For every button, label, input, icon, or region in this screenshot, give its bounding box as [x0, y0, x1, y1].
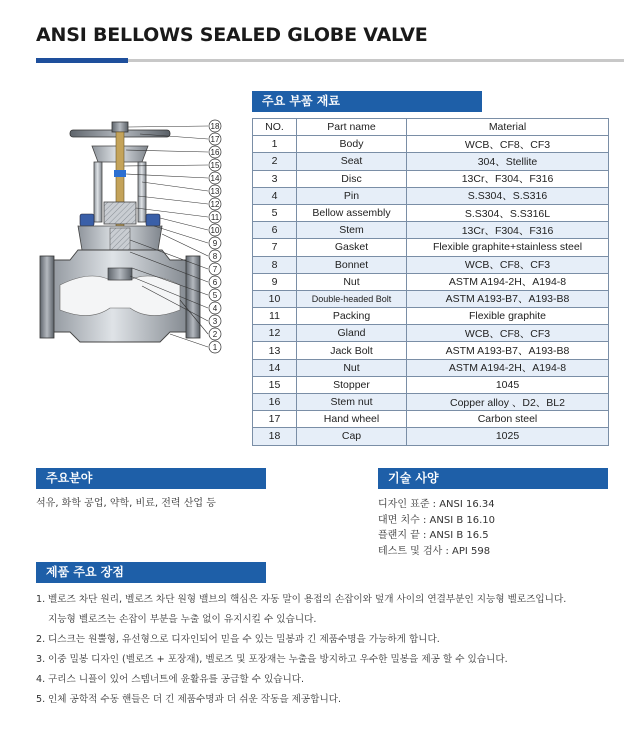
callout-number: 18: [210, 122, 220, 131]
callout-marker: [209, 133, 221, 145]
cell-part-name: Disc: [297, 170, 407, 187]
table-row: [253, 325, 609, 342]
advantage-item-continuation: 지능형 벨로즈는 손잡이 부분을 누출 없이 유지시킬 수 있습니다.: [48, 614, 317, 625]
callout-number: 13: [210, 187, 220, 196]
callout-number: 10: [210, 226, 220, 235]
cell-material: 1045: [407, 376, 609, 393]
callout-number: 2: [212, 330, 218, 339]
column-header-no: NO.: [253, 119, 297, 136]
advantage-item: 3. 이중 밀봉 디자인 (벨로즈 + 포장재), 벨로즈 및 포장재는 누출을 방지하고 우수한 밀봉을 제공 할 수 있습니다.: [36, 654, 508, 665]
callout-marker: [209, 315, 221, 327]
cell-material: 13Cr、F304、F316: [407, 170, 609, 187]
table-row: [253, 376, 609, 393]
spec-item: 플랜지 끝 : ANSI B 16.5: [378, 530, 489, 541]
cell-no: 11: [253, 308, 297, 325]
callout-number: 8: [212, 252, 218, 261]
column-header-material: Material: [407, 119, 609, 136]
callout-marker: [209, 224, 221, 236]
callout-marker: [209, 185, 221, 197]
cell-no: 16: [253, 394, 297, 411]
cell-part-name: Gasket: [297, 239, 407, 256]
callout-marker: [209, 198, 221, 210]
callout-marker: [209, 146, 221, 158]
callout-marker: [209, 263, 221, 275]
cell-material: WCB、CF8、CF3: [407, 325, 609, 342]
advantage-item: 4. 구리스 니플이 있어 스템너트에 윤활유를 공급할 수 있습니다.: [36, 674, 305, 685]
cell-material: WCB、CF8、CF3: [407, 256, 609, 273]
cell-material: S.S304、S.S316: [407, 187, 609, 204]
cell-material: WCB、CF8、CF3: [407, 136, 609, 153]
advantage-item: 2. 디스크는 원뿔형, 유선형으로 디자인되어 믿을 수 있는 밀봉과 긴 제품수명을 가능하게 합니다.: [36, 634, 440, 645]
spec-list: [378, 497, 495, 559]
cell-no: 14: [253, 359, 297, 376]
table-row: [253, 394, 609, 411]
table-row: [253, 308, 609, 325]
callout-marker: [209, 120, 221, 132]
cell-material: ASTM A194-2H、A194-8: [407, 359, 609, 376]
title-underline-accent: [36, 58, 128, 63]
table-row: [253, 359, 609, 376]
cell-part-name: Stopper: [297, 376, 407, 393]
application-text: 석유, 화학 공업, 약학, 비료, 전력 산업 등: [36, 498, 216, 509]
callout-marker: [209, 211, 221, 223]
callout-number: 16: [210, 148, 220, 157]
table-row: [253, 204, 609, 221]
cell-no: 15: [253, 376, 297, 393]
cell-material: 304、Stellite: [407, 153, 609, 170]
cell-no: 7: [253, 239, 297, 256]
table-row: [253, 411, 609, 428]
cell-part-name: Nut: [297, 273, 407, 290]
cell-part-name: Body: [297, 136, 407, 153]
spec-item: 대면 치수 : ANSI B 16.10: [378, 514, 496, 526]
advantage-item: 5. 인체 공학적 수동 핸들은 더 긴 제품수명과 더 쉬운 작동을 제공합니다.: [36, 694, 342, 705]
table-header-row: [253, 119, 609, 136]
advantages-section-heading: 제품 주요 장점: [36, 562, 266, 583]
table-row: [253, 136, 609, 153]
cell-part-name: Stem: [297, 222, 407, 239]
spec-item: 디자인 표준 : ANSI 16.34: [378, 499, 495, 510]
table-row: [253, 428, 609, 445]
cell-no: 9: [253, 273, 297, 290]
cell-material: S.S304、S.S316L: [407, 204, 609, 221]
cell-material: Carbon steel: [407, 411, 609, 428]
cell-part-name: Hand wheel: [297, 411, 407, 428]
cell-part-name: Nut: [297, 359, 407, 376]
valve-cross-section-diagram: [30, 110, 240, 360]
table-row: [253, 222, 609, 239]
spec-item: 테스트 및 검사 : API 598: [378, 545, 491, 557]
callout-number: 15: [210, 161, 220, 170]
callout-marker: [209, 276, 221, 288]
callout-marker: [209, 250, 221, 262]
cell-material: Flexible graphite: [407, 308, 609, 325]
cell-no: 1: [253, 136, 297, 153]
callout-marker: [209, 302, 221, 314]
cell-material: 13Cr、F304、F316: [407, 222, 609, 239]
cell-part-name: Stem nut: [297, 394, 407, 411]
advantages-list: [36, 590, 626, 710]
table-row: [253, 239, 609, 256]
table-row: [253, 187, 609, 204]
cell-no: 4: [253, 187, 297, 204]
column-header-part-name: Part name: [297, 119, 407, 136]
table-row: [253, 342, 609, 359]
parts-material-table: [252, 118, 609, 446]
callout-number: 5: [212, 291, 218, 300]
cell-part-name: Bonnet: [297, 256, 407, 273]
cell-material: ASTM A193-B7、A193-B8: [407, 290, 609, 307]
cell-no: 13: [253, 342, 297, 359]
cell-part-name: Packing: [297, 308, 407, 325]
callout-marker: [209, 159, 221, 171]
parts-section-heading: 주요 부품 재료: [252, 91, 482, 112]
cell-material: Copper alloy 、D2、BL2: [407, 394, 609, 411]
callout-marker: [209, 237, 221, 249]
callout-number: 3: [212, 317, 218, 326]
cell-part-name: Gland: [297, 325, 407, 342]
table-row: [253, 273, 609, 290]
cell-part-name: Cap: [297, 428, 407, 445]
cell-no: 6: [253, 222, 297, 239]
cell-no: 10: [253, 290, 297, 307]
cell-part-name: Seat: [297, 153, 407, 170]
cell-part-name: Double-headed Bolt: [297, 290, 407, 307]
cell-part-name: Bellow assembly: [297, 204, 407, 221]
callout-number: 4: [212, 304, 218, 313]
callout-marker: [209, 172, 221, 184]
cell-part-name: Jack Bolt: [297, 342, 407, 359]
cell-material: ASTM A194-2H、A194-8: [407, 273, 609, 290]
cell-no: 12: [253, 325, 297, 342]
table-row: [253, 256, 609, 273]
table-row: [253, 170, 609, 187]
callout-number: 17: [210, 135, 220, 144]
cell-no: 3: [253, 170, 297, 187]
cell-no: 18: [253, 428, 297, 445]
table-row: [253, 153, 609, 170]
advantage-item: 1. 벨로즈 차단 원리, 벨로즈 차단 원형 밸브의 핵심은 자동 말이 용접의 손잡이와 덮개 사이의 연결부분인 지능형 벨로즈입니다.: [36, 594, 567, 605]
callout-number: 14: [210, 174, 220, 183]
cell-material: 1025: [407, 428, 609, 445]
callout-number: 9: [212, 239, 218, 248]
callout-number: 7: [212, 265, 218, 274]
callout-number: 6: [212, 278, 218, 287]
table-row: [253, 290, 609, 307]
callout-number: 12: [210, 200, 220, 209]
cell-part-name: Pin: [297, 187, 407, 204]
spec-section-heading: 기술 사양: [378, 468, 608, 489]
cell-material: ASTM A193-B7、A193-B8: [407, 342, 609, 359]
application-section-heading: 주요분야: [36, 468, 266, 489]
callout-number: 1: [212, 343, 218, 352]
cell-material: Flexible graphite+stainless steel: [407, 239, 609, 256]
page-title: ANSI BELLOWS SEALED GLOBE VALVE: [36, 24, 428, 46]
cell-no: 17: [253, 411, 297, 428]
callout-marker: [209, 289, 221, 301]
callout-number: 11: [210, 213, 220, 222]
cell-no: 5: [253, 204, 297, 221]
cell-no: 8: [253, 256, 297, 273]
callout-marker: [209, 341, 221, 353]
callout-marker: [209, 328, 221, 340]
cell-no: 2: [253, 153, 297, 170]
